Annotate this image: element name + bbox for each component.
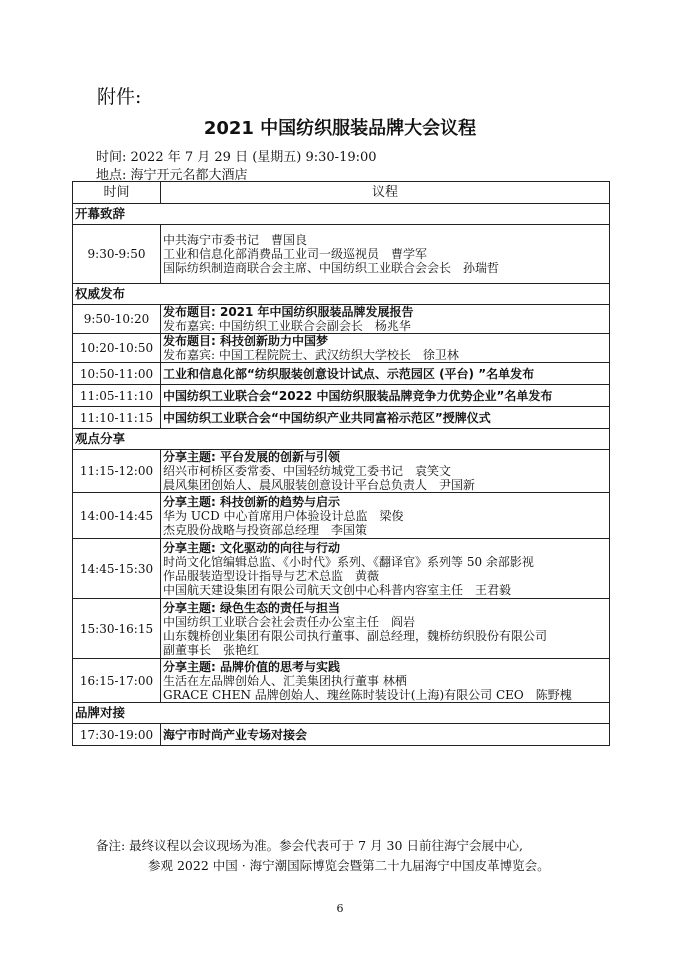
agenda-row bbox=[73, 305, 610, 334]
agenda-speaker-line: 杰克股份战略与投资部总经理 李国策 bbox=[163, 522, 368, 537]
agenda-speaker-line: 工业和信息化部消费品工业司一级巡视员 曹学军 bbox=[163, 247, 428, 261]
agenda-header-row bbox=[73, 182, 610, 204]
agenda-content bbox=[161, 493, 610, 539]
agenda-content bbox=[161, 659, 610, 703]
agenda-time: 11:05-11:10 bbox=[73, 385, 161, 407]
agenda-row bbox=[73, 724, 610, 746]
agenda-heading: 工业和信息化部“纺织服装创意设计试点、示范园区 (平台) ”名单发布 bbox=[163, 366, 535, 381]
agenda-speaker-line: 中国航天建设集团有限公司航天文创中心科普内容室主任 王君毅 bbox=[163, 582, 512, 597]
event-time: 时间: 2022 年 7 月 29 日 (星期五) 9:30-19:00 bbox=[96, 150, 377, 165]
agenda-heading: 中国纺织工业联合会“2022 中国纺织服装品牌竞争力优势企业”名单发布 bbox=[163, 388, 553, 403]
agenda-row bbox=[73, 659, 610, 703]
footnote-line-1: 备注: 最终议程以会议现场为准。参会代表可于 7 月 30 日前往海宁会展中心, bbox=[96, 838, 523, 853]
agenda-time: 9:50-10:20 bbox=[73, 305, 161, 334]
agenda-content bbox=[161, 407, 610, 429]
attachment-label: 附件: bbox=[97, 86, 142, 108]
agenda-speaker-line: 副董事长 张艳红 bbox=[163, 642, 260, 657]
agenda-speaker-line: 作品服装造型设计指导与艺术总监 黄薇 bbox=[163, 568, 380, 583]
agenda-row bbox=[73, 450, 610, 493]
agenda-time: 10:50-11:00 bbox=[73, 363, 161, 385]
agenda-content bbox=[161, 385, 610, 407]
agenda-heading: 海宁市时尚产业专场对接会 bbox=[163, 727, 308, 742]
agenda-row bbox=[73, 539, 610, 599]
agenda-speaker-line: 发布嘉宾: 中国工程院院士、武汉纺织大学校长 徐卫林 bbox=[163, 348, 459, 362]
header-time: 时间 bbox=[73, 182, 161, 204]
agenda-time: 14:45-15:30 bbox=[73, 539, 161, 599]
agenda-row bbox=[73, 363, 610, 385]
section-title: 权威发布 bbox=[73, 284, 610, 305]
header-agenda: 议程 bbox=[161, 182, 610, 204]
agenda-time: 11:15-12:00 bbox=[73, 450, 161, 493]
agenda-time: 16:15-17:00 bbox=[73, 659, 161, 703]
document-title: 2021 中国纺织服装品牌大会议程 bbox=[203, 118, 477, 139]
agenda-time: 15:30-16:15 bbox=[73, 599, 161, 659]
agenda-speaker-line: 发布嘉宾: 中国纺织工业联合会副会长 杨兆华 bbox=[163, 319, 411, 333]
agenda-speaker-line: 时尚文化馆编辑总监、《小时代》系列、《翻译官》系列等 50 余部影视 bbox=[163, 554, 534, 569]
agenda-content bbox=[161, 599, 610, 659]
agenda-body bbox=[73, 204, 610, 746]
agenda-speaker-line: 生活在左品牌创始人、汇美集团执行董事 林栖 bbox=[163, 673, 407, 688]
agenda-content bbox=[161, 305, 610, 334]
section-row bbox=[73, 429, 610, 450]
section-row bbox=[73, 703, 610, 724]
agenda-heading: 分享主题: 文化驱动的向往与行动 bbox=[163, 540, 340, 555]
section-title: 品牌对接 bbox=[73, 703, 610, 724]
agenda-table bbox=[72, 181, 610, 746]
agenda-content bbox=[161, 334, 610, 363]
agenda-content bbox=[161, 724, 610, 746]
agenda-row bbox=[73, 493, 610, 539]
agenda-row bbox=[73, 225, 610, 284]
agenda-time: 17:30-19:00 bbox=[73, 724, 161, 746]
event-place: 地点: 海宁开元名都大酒店 bbox=[96, 168, 248, 183]
agenda-time: 11:10-11:15 bbox=[73, 407, 161, 429]
agenda-speaker-line: 华为 UCD 中心首席用户体验设计总监 梁俊 bbox=[163, 508, 404, 523]
agenda-heading: 分享主题: 科技创新的趋势与启示 bbox=[163, 494, 340, 509]
agenda-time: 10:20-10:50 bbox=[73, 334, 161, 363]
agenda-speaker-line: 中国纺织工业联合会社会责任办公室主任 阎岩 bbox=[163, 614, 416, 629]
agenda-row bbox=[73, 599, 610, 659]
agenda-speaker-line: 山东魏桥创业集团有限公司执行董事、副总经理，魏桥纺织股份有限公司 bbox=[163, 628, 548, 643]
agenda-row bbox=[73, 385, 610, 407]
agenda-content bbox=[161, 363, 610, 385]
agenda-speaker-line: 中共海宁市委书记 曹国良 bbox=[163, 233, 308, 247]
agenda-heading: 分享主题: 绿色生态的责任与担当 bbox=[163, 600, 340, 615]
agenda-heading: 中国纺织工业联合会“中国纺织产业共同富裕示范区”授牌仪式 bbox=[163, 410, 491, 425]
agenda-content bbox=[161, 450, 610, 493]
agenda-time: 9:30-9:50 bbox=[73, 225, 161, 284]
footnote-line-2: 参观 2022 中国 · 海宁潮国际博览会暨第二十九届海宁中国皮革博览会。 bbox=[148, 858, 550, 873]
agenda-content bbox=[161, 539, 610, 599]
agenda-speaker-line: 绍兴市柯桥区委常委、中国轻纺城党工委书记 袁笑文 bbox=[163, 464, 452, 478]
page-number: 6 bbox=[336, 902, 344, 915]
agenda-time: 14:00-14:45 bbox=[73, 493, 161, 539]
section-row bbox=[73, 204, 610, 225]
agenda-row bbox=[73, 334, 610, 363]
agenda-content bbox=[161, 225, 610, 284]
agenda-speaker-line: GRACE CHEN 品牌创始人、瑰丝陈时装设计(上海)有限公司 CEO 陈野槐 bbox=[163, 687, 572, 702]
section-row bbox=[73, 284, 610, 305]
section-title: 开幕致辞 bbox=[73, 204, 610, 225]
agenda-heading: 分享主题: 品牌价值的思考与实践 bbox=[163, 659, 340, 674]
agenda-speaker-line: 晨风集团创始人、晨风服装创意设计平台总负责人 尹国新 bbox=[163, 478, 476, 492]
agenda-row bbox=[73, 407, 610, 429]
agenda-heading: 分享主题: 平台发展的创新与引领 bbox=[163, 450, 340, 464]
agenda-speaker-line: 国际纺织制造商联合会主席、中国纺织工业联合会会长 孙瑞哲 bbox=[163, 261, 500, 275]
agenda-heading: 发布题目: 科技创新助力中国梦 bbox=[163, 334, 328, 348]
agenda-heading: 发布题目: 2021 年中国纺织服装品牌发展报告 bbox=[163, 305, 414, 319]
section-title: 观点分享 bbox=[73, 429, 610, 450]
